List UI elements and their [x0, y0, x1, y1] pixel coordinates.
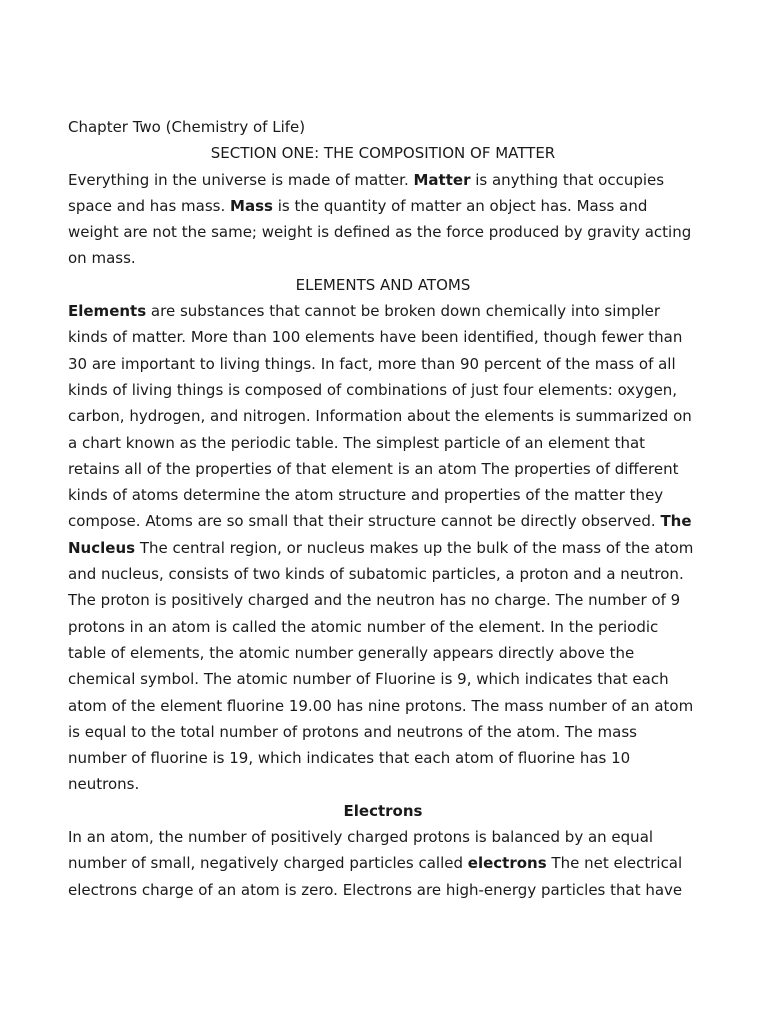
- chapter-title: Chapter Two (Chemistry of Life): [68, 118, 306, 136]
- text-run: is the quantity of matter an object has. Mass and: [272, 196, 648, 215]
- paragraph-line: carbon, hydrogen, and nitrogen. Information about the elements is summarized on: [68, 407, 692, 426]
- paragraph-line: and nucleus, consists of two kinds of subatomic particles, a proton and a neutron.: [68, 565, 684, 584]
- term-matter: Matter: [413, 170, 471, 189]
- paragraph-line: kinds of matter. More than 100 elements have been identified, though fewer than: [68, 328, 683, 347]
- term-the: The: [660, 512, 692, 531]
- paragraph-line: 30 are important to living things. In fact, more than 90 percent of the mass of all: [68, 354, 676, 373]
- paragraph-line: table of elements, the atomic number generally appears directly above the: [68, 643, 635, 662]
- paragraph-line: [68, 535, 708, 561]
- text-run: Everything in the universe is made of matter.: [68, 170, 414, 189]
- paragraph-line: protons in an atom is called the atomic number of the element. In the periodic: [68, 617, 659, 636]
- term-elements: Elements: [68, 302, 147, 321]
- paragraph-line: on mass.: [68, 249, 136, 268]
- text-run: number of small, negatively charged particles called: [68, 854, 468, 873]
- electrons-heading: Electrons: [343, 801, 423, 820]
- paragraph-line: In an atom, the number of positively charged protons is balanced by an equal: [68, 828, 654, 847]
- text-run: space and has mass.: [68, 196, 231, 215]
- document-page: [68, 114, 708, 903]
- section-one-heading: SECTION ONE: THE COMPOSITION OF MATTER: [210, 144, 556, 163]
- paragraph-line: [68, 298, 708, 324]
- paragraph-line: electrons charge of an atom is zero. Electrons are high-energy particles that have: [68, 880, 683, 899]
- text-run: compose. Atoms are so small that their structure cannot be directly observed.: [68, 512, 661, 531]
- matter-paragraph: [68, 167, 708, 272]
- paragraph-line: atom of the element fluorine 19.00 has nine protons. The mass number of an atom: [68, 696, 694, 715]
- text-run: is anything that occupies: [470, 170, 665, 189]
- elements-paragraph: [68, 298, 708, 798]
- paragraph-line: chemical symbol. The atomic number of Fluorine is 9, which indicates that each: [68, 670, 669, 689]
- paragraph-line: kinds of atoms determine the atom structure and properties of the matter they: [68, 486, 664, 505]
- paragraph-line: [68, 193, 708, 219]
- text-run: The net electrical: [546, 854, 683, 873]
- term-mass: Mass: [230, 196, 273, 215]
- paragraph-line: is equal to the total number of protons and neutrons of the atom. The mass: [68, 722, 637, 741]
- text-run: are substances that cannot be broken down chemically into simpler: [146, 302, 661, 321]
- text-run: The central region, or nucleus makes up the bulk of the mass of the atom: [135, 538, 694, 557]
- paragraph-line: a chart known as the periodic table. The simplest particle of an element that: [68, 433, 646, 452]
- paragraph-line: [68, 167, 708, 193]
- term-electrons: electrons: [467, 854, 547, 873]
- term-nucleus: Nucleus: [68, 538, 136, 557]
- paragraph-line: weight are not the same; weight is defined as the force produced by gravity acting: [68, 223, 692, 242]
- paragraph-line: kinds of living things is composed of combinations of just four elements: oxygen,: [68, 380, 678, 399]
- paragraph-line: retains all of the properties of that element is an atom The properties of different: [68, 459, 679, 478]
- paragraph-line: number of fluorine is 19, which indicates that each atom of fluorine has 10: [68, 749, 631, 768]
- electrons-paragraph: [68, 824, 708, 903]
- paragraph-line: The proton is positively charged and the neutron has no charge. The number of 9: [68, 591, 681, 610]
- paragraph-line: [68, 508, 708, 534]
- paragraph-line: [68, 850, 708, 876]
- paragraph-line: neutrons.: [68, 775, 140, 794]
- elements-heading: ELEMENTS AND ATOMS: [295, 275, 471, 294]
